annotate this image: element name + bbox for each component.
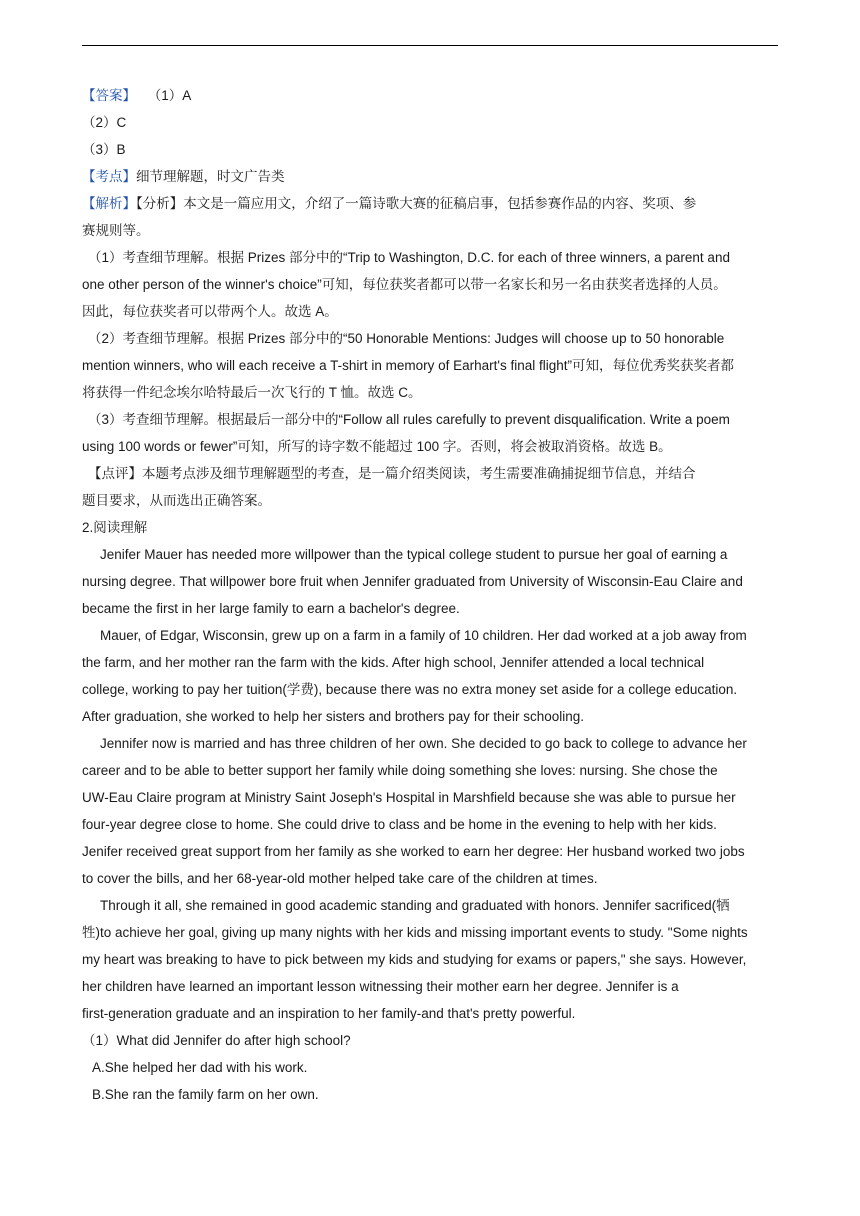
passage-p1-line: became the first in her large family to earn a bachelor's degree. (82, 601, 460, 616)
kaodian-label: 【考点】 (82, 169, 136, 184)
jiexi-text-cont: 赛规则等。 (82, 223, 150, 238)
passage-p2-line: Mauer, of Edgar, Wisconsin, grew up on a farm in a family of 10 children. Her dad worked at a job away from (100, 628, 747, 643)
option-a: A.She helped her dad with his work. (92, 1060, 308, 1075)
passage-p4-line: her children have learned an important lesson witnessing their mother earn her degree. Jennifer is a (82, 979, 679, 994)
passage-p3-line: Jenifer received great support from her family as she worked to earn her degree: Her husband worked two jobs (82, 844, 745, 859)
jiexi-line (82, 190, 780, 217)
answer-1: （1）A (147, 88, 192, 103)
dianping-line: 【点评】本题考点涉及细节理解题型的考查，是一篇介绍类阅读，考生需要准确捕捉细节信息，并结合 (88, 466, 696, 481)
passage-p3-line: four-year degree close to home. She could drive to class and be home in the evening to help with her kids. (82, 817, 717, 832)
explanation-3-line: （3）考查细节理解。根据最后一部分中的“Follow all rules carefully to prevent disqualification. Write a poem (88, 412, 730, 427)
explanation-3-line: using 100 words or fewer”可知，所写的诗字数不能超过 100 字。否则，将会被取消资格。故选 B。 (82, 439, 672, 454)
answer-line (82, 82, 780, 109)
passage-p3-line: to cover the bills, and her 68-year-old mother helped take care of the children at times. (82, 871, 598, 886)
jiexi-label: 【解析】 (82, 196, 136, 211)
passage-p3-line: career and to be able to better support her family while doing something she loves: nursing. She chose the (82, 763, 718, 778)
passage-p2-line: the farm, and her mother ran the farm with the kids. After high school, Jennifer attended a local technical (82, 655, 705, 670)
explanation-1-line: 因此，每位获奖者可以带两个人。故选 A。 (82, 304, 338, 319)
passage-p3-line: Jennifer now is married and has three children of her own. She decided to go back to college to advance her (100, 736, 747, 751)
answer-2: （2）C (82, 115, 127, 130)
passage-p1-line: nursing degree. That willpower bore fruit when Jennifer graduated from University of Wisconsin-Eau Claire and (82, 574, 743, 589)
header-rule (82, 45, 778, 46)
passage-p4-line: Through it all, she remained in good academic standing and graduated with honors. Jennifer sacrificed(牺 (100, 898, 730, 913)
jiexi-text: 【分析】本文是一篇应用文，介绍了一篇诗歌大赛的征稿启事，包括参赛作品的内容、奖项、参 (136, 196, 697, 211)
passage-p4-line: my heart was breaking to have to pick between my kids and studying for exams or papers," she says. However, (82, 952, 747, 967)
section-title: 2.阅读理解 (82, 520, 148, 535)
passage-p2-line: college, working to pay her tuition(学费), because there was no extra money set aside for a college education. (82, 682, 738, 697)
explanation-2-line: mention winners, who will each receive a T-shirt in memory of Earhart's final flight”可知，每位优秀奖获奖者都 (82, 358, 735, 373)
dianping-line: 题目要求，从而选出正确答案。 (82, 493, 271, 508)
kaodian-text: 细节理解题，时文广告类 (136, 169, 285, 184)
kaodian-line (82, 163, 780, 190)
answer-label: 【答案】 (82, 88, 136, 103)
explanation-1-line: one other person of the winner's choice”可知，每位获奖者都可以带一名家长和另一名由获奖者选择的人员。 (82, 277, 727, 292)
passage-p3-line: UW-Eau Claire program at Ministry Saint Joseph's Hospital in Marshfield because she was able to pursue her (82, 790, 736, 805)
passage-p2-line: After graduation, she worked to help her sisters and brothers pay for their schooling. (82, 709, 585, 724)
passage-p4-line: first-generation graduate and an inspiration to her family-and that's pretty powerful. (82, 1006, 576, 1021)
answer-3: （3）B (82, 142, 126, 157)
explanation-2-line: （2）考查细节理解。根据 Prizes 部分中的“50 Honorable Mentions: Judges will choose up to 50 honorable (88, 331, 725, 346)
option-b: B.She ran the family farm on her own. (92, 1087, 319, 1102)
explanation-2-line: 将获得一件纪念埃尔哈特最后一次飞行的 T 恤。故选 C。 (82, 385, 422, 400)
page-content (82, 82, 780, 1108)
passage-p4-line: 牲)to achieve her goal, giving up many nights with her kids and missing important events to study. "Some nights (82, 925, 748, 940)
question-stem: （1）What did Jennifer do after high school? (82, 1033, 351, 1048)
explanation-1-line: （1）考查细节理解。根据 Prizes 部分中的“Trip to Washington, D.C. for each of three winners, a parent and (88, 250, 730, 265)
passage-p1-line: Jenifer Mauer has needed more willpower than the typical college student to pursue her goal of earning a (100, 547, 728, 562)
